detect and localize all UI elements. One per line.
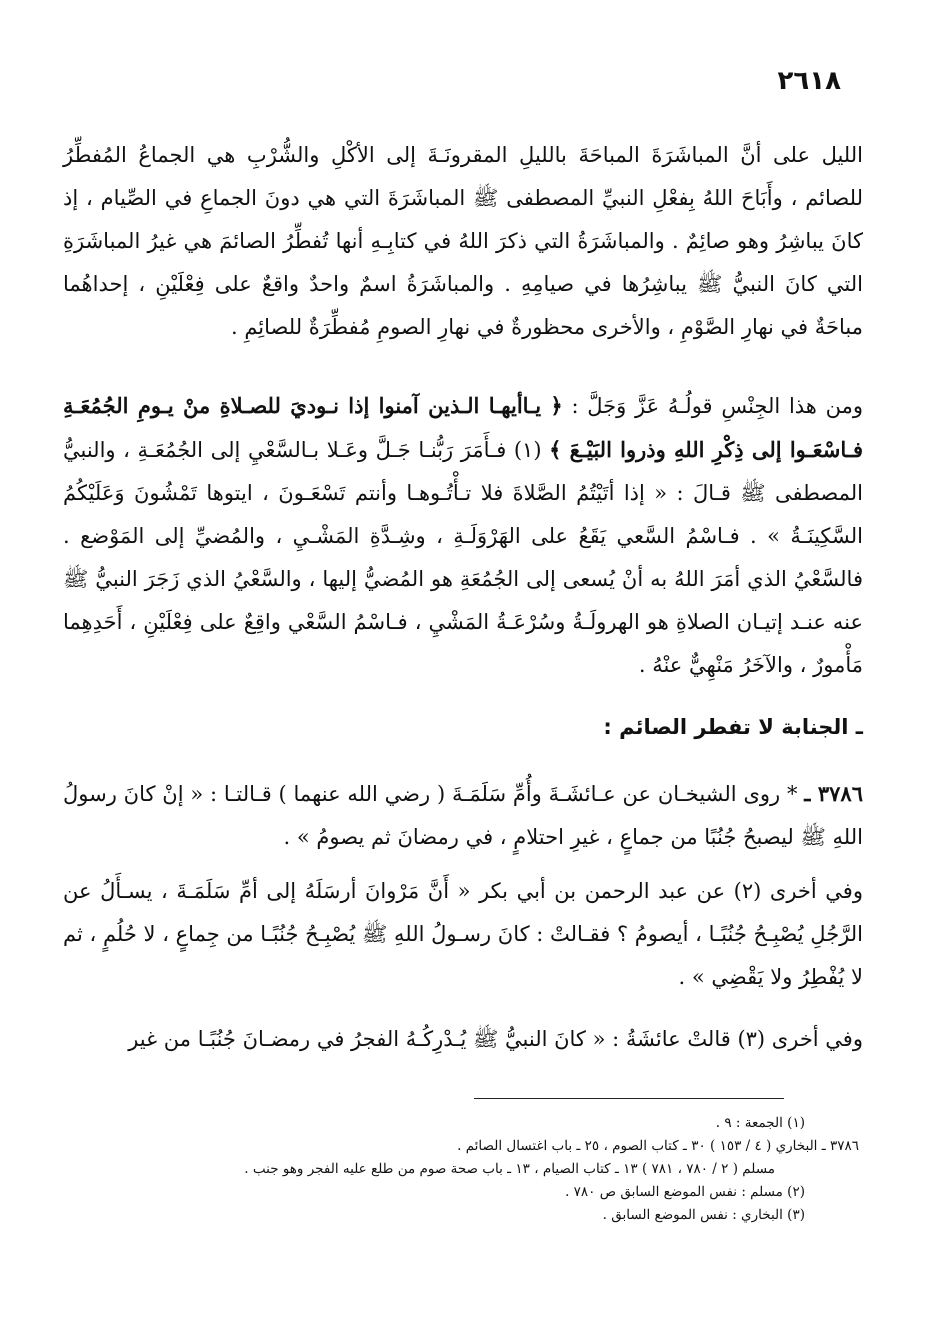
footnote-source-main: ٣٧٨٦ ـ البخاري ( ٤ / ١٥٣ ) ٣٠ ـ كتاب الصوم ، ٢٥ ـ باب اغتسال الصائم . xyxy=(457,1138,859,1154)
footnotes xyxy=(63,1112,863,1227)
section-heading: ـ الجنابة لا تفطر الصائم : xyxy=(603,715,863,739)
paragraph-2-body: (١) فـأَمَرَ رَبُّنـا جَـلَّ وعَـلا بـالسَّعْيِ إلى الجُمُعَـةِ ، والنبيُّ المصطفى ﷺ قـالَ : « إذا أتَيْتُمُ الصَّلاةَ فلا تـأْتُـوهـا وأنتم تَسْعَـونَ ، ايتوها تَمْشُونَ وَعَلَيْكُمُ السَّكِينَـةُ » . فـاسْمُ السَّعي يَقَعُ على الهَرْوَلَـةِ ، وشِـدَّةِ المَشْـيِ ، والمُضيِّ إلى المَوْضع . فالسَّعْيُ الذي أمَرَ اللهُ به أنْ يُسعى إلى الجُمُعَةِ هو المُضيُّ إليها ، والسَّعْيُ الذي زَجَرَ النبيُّ ﷺ عنه عنـد إتيـان الصلاةِ هو الهرولَـةُ وسُرْعَـةُ المَشْيِ ، فـاسْمُ السَّعْي واقِعٌ على فِعْلَيْنِ ، أَحَدِهِما مَأْمورٌ ، والآخَرُ مَنْهِيٌّ عنْهُ . xyxy=(63,438,863,677)
hadith-paragraph xyxy=(63,772,863,859)
footnote-separator xyxy=(474,1098,784,1099)
hadith-text: * روى الشيخـان عن عـائشَـةَ وأُمِّ سَلَمَـةَ ( رضي الله عنهما ) قـالتـا : « إنْ كانَ رسولُ اللهِ ﷺ ليصبحُ جُنُبًا من جماعٍ ، غيرِ احتلامٍ ، في رمضانَ ثم يصومُ » . xyxy=(63,782,863,849)
paragraph-5: وفي أخرى (٣) قالتْ عائشَةُ : « كانَ النبيُّ ﷺ يُـدْرِكُـهُ الفجرُ في رمضـانَ جُنُبًـا من غير xyxy=(128,1027,863,1051)
paragraph-2-intro: ومن هذا الجِنْسِ قولُـهُ عَزَّ وَجَلَّ : xyxy=(562,394,863,418)
page-number: ٢٦١٨ xyxy=(777,66,841,96)
paragraph-2 xyxy=(63,384,863,687)
footnote-2: (٢) مسلم : نفس الموضع السابق ص ٧٨٠ . xyxy=(565,1184,805,1200)
footnote-source-muslim: مسلم ( ٢ / ٧٨٠ ، ٧٨١ ) ١٣ ـ كتاب الصيام ، ١٣ ـ باب صحة صوم من طلع عليه الفجر وهو جنب . xyxy=(244,1161,775,1177)
footnote-1: (١) الجمعة : ٩ . xyxy=(715,1115,805,1131)
quran-verse: ﴿ يـاأيهـا الـذين آمنوا إذا نـوديَ للصـلاةِ منْ يـومِ الجُمُعَـةِ فـاسْعَـوا إلى ذِكْرِ اللهِ وذروا البَيْـعَ ﴾ xyxy=(63,393,863,462)
paragraph-1: الليل على أنَّ المباشَرَةَ المباحَةَ بالليلِ المقرونَـةَ إلى الأكْلِ والشُّرْبِ هي الجماعُ المُفطِّرُ للصائم ، وأَبَاحَ اللهُ بِفعْلِ النبيِّ المصطفى ﷺ المباشَرَةَ التي هي دونَ الجماعِ في الصِّيام ، إذ كانَ يباشِرُ وهو صائِمٌ . والمباشَرَةُ التي ذكرَ اللهُ في كتابِـهِ أنها تُفطِّرُ الصائمَ هي غيرُ المباشَرَةِ التي كانَ النبيُّ ﷺ يباشِرُها في صيامِهِ . والمباشَرَةُ اسمٌ واحدٌ واقعٌ على فِعْلَيْنِ ، إحداهُما مباحَةٌ في نهارِ الصَّوْمِ ، والأخرى محظورةٌ في نهارِ الصومِ مُفطِّرَةٌ للصائِمِ . xyxy=(63,143,863,339)
paragraph-4: وفي أخرى (٢) عن عبد الرحمن بن أبي بكر « أَنَّ مَرْوانَ أرسَلَهُ إلى أمِّ سَلَمَـةَ ، يسـأَلُ عن الرَّجُلِ يُصْبِـحُ جُنُبًـا ، أيصومُ ؟ فقـالتْ : كانَ رسـولُ اللهِ ﷺ يُصْبِـحُ جُنُبًـا من جِماعٍ ، لا حُلُمٍ ، ثم لا يُفْطِرُ ولا يَقْضِي » . xyxy=(63,879,864,989)
hadith-number: ٣٧٨٦ ـ xyxy=(804,781,863,806)
footnote-3: (٣) البخاري : نفس الموضع السابق . xyxy=(602,1207,805,1223)
